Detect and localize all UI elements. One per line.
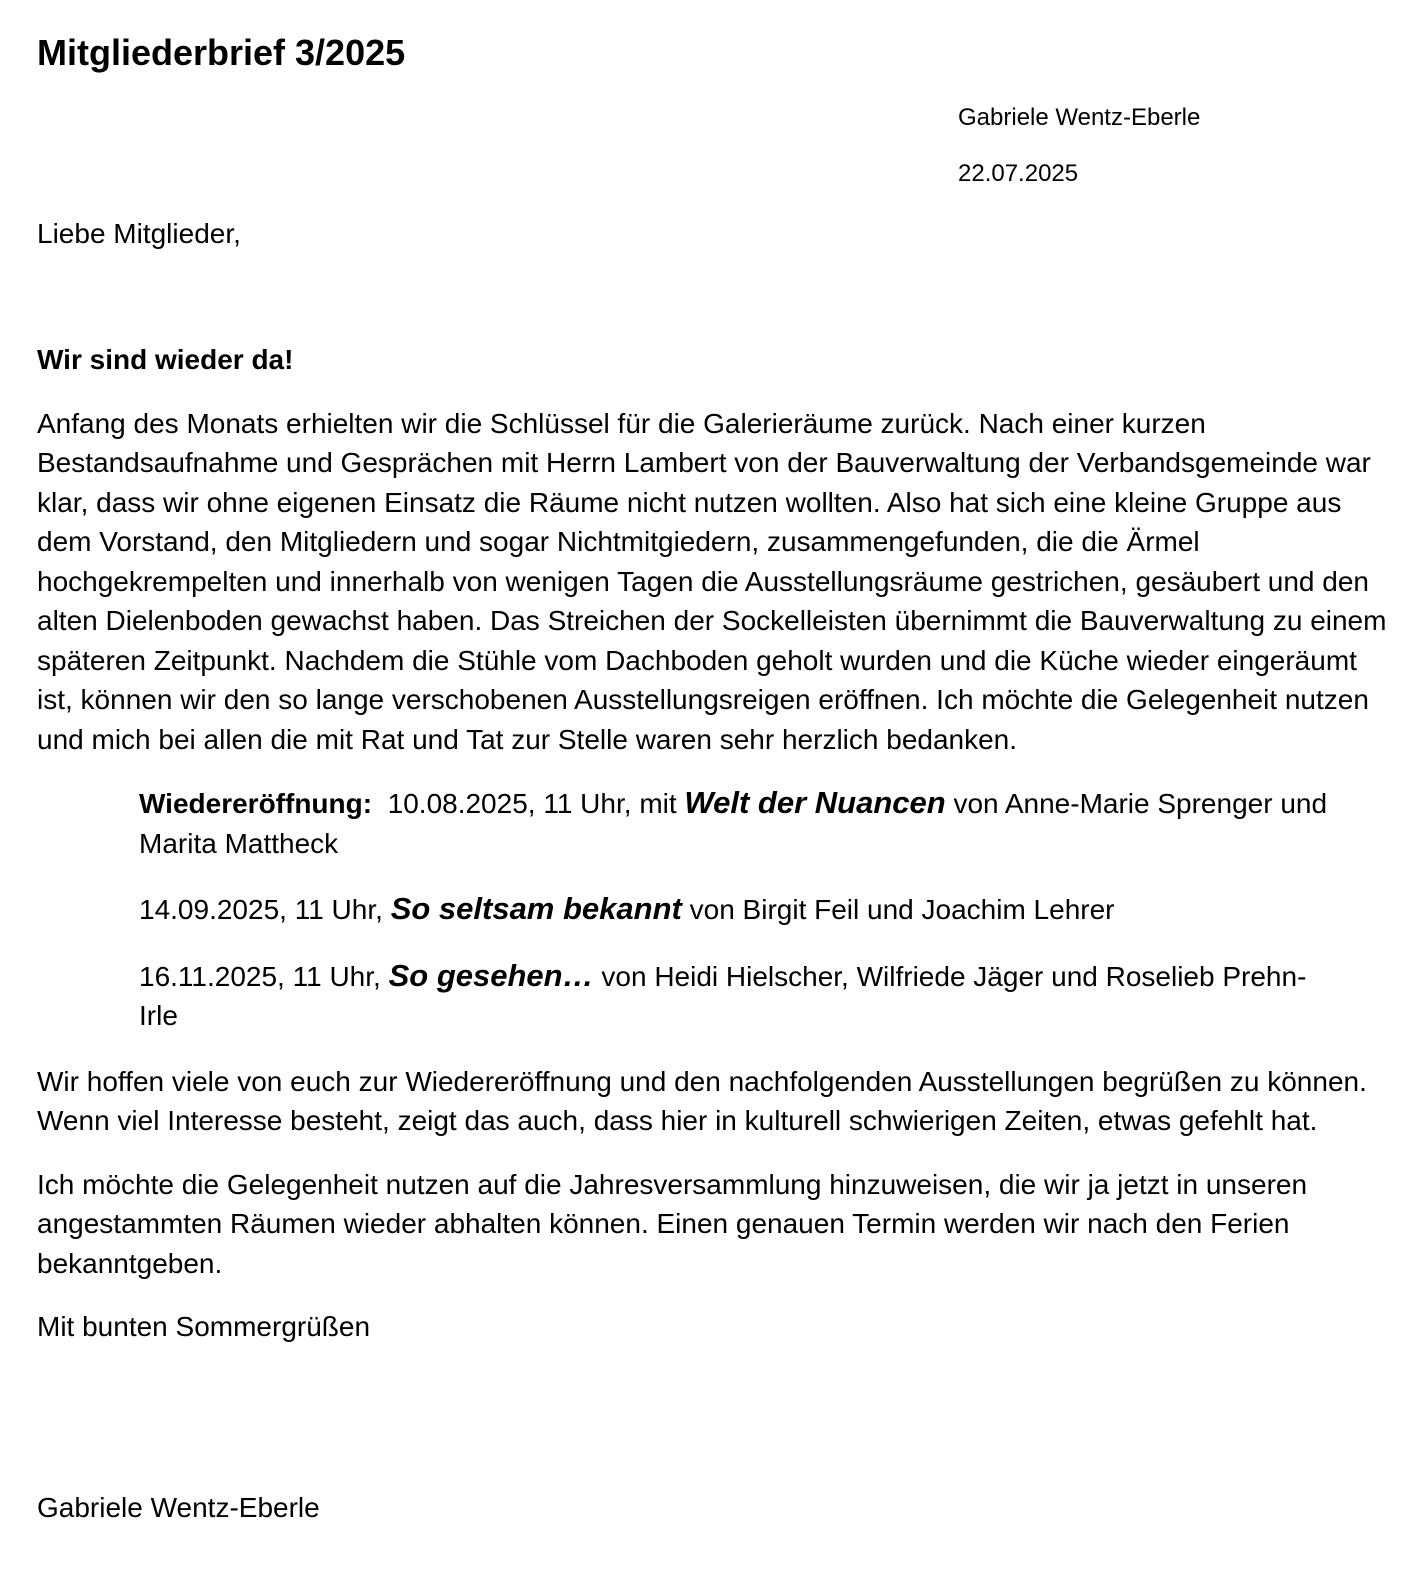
event-artists: von Heidi Hielscher, Wilfriede Jäger und Roselieb Prehn-Irle	[139, 960, 1307, 1031]
signature: Gabriele Wentz-Eberle	[37, 1492, 320, 1523]
intro-paragraph: Anfang des Monats erhielten wir die Schlüssel für die Galerieräume zurück. Nach einer kurzen Bestandsaufnahme und Gesprächen mit Herrn Lambert von der Bauverwaltung der Verbandsgemeinde war klar, dass wir ohne eigenen Einsatz die Räume nicht nutzen wollten. Also hat sich eine kleine Gruppe aus dem Vorstand, den Mitgliedern und sogar Nichtmitgiedern, zusammengefunden, die die Ärmel hochgekrempelten und innerhalb von wenigen Tagen die Ausstellungsräume gestrichen, gesäubert und den alten Dielenboden gewachst haben. Das Streichen der Sockelleisten übernimmt die Bauverwaltung zu einem späteren Zeitpunkt. Nachdem die Stühle vom Dachboden geholt wurden und die Küche wieder eingeräumt ist, können wir den so lange verschobenen Ausstellungsreigen eröffnen. Ich möchte die Gelegenheit nutzen und mich bei allen die mit Rat und Tat zur Stelle waren sehr herzlich bedanken.	[37, 407, 1387, 755]
event-date-time: 10.08.2025, 11 Uhr, mit	[387, 788, 677, 819]
event-item	[139, 889, 1329, 930]
event-artists: von Anne-Marie Sprenger und Marita Mattheck	[139, 788, 1328, 859]
event-item	[139, 956, 1329, 1036]
event-label: Wiedereröffnung:	[139, 788, 373, 819]
exhibition-title: Welt der Nuancen	[684, 785, 946, 820]
sender-name: Gabriele Wentz-Eberle	[958, 104, 1201, 131]
section-heading: Wir sind wieder da!	[37, 344, 294, 375]
letter-date: 22.07.2025	[958, 160, 1079, 187]
document-title: Mitgliederbrief 3/2025	[37, 32, 406, 73]
letter-body	[37, 340, 1397, 1347]
event-date-time: 16.11.2025, 11 Uhr,	[139, 960, 381, 992]
paragraph-meeting: Ich möchte die Gelegenheit nutzen auf die Jahresversammlung hinzuweisen, die wir ja jetzt in unseren angestammten Räumen wieder abhalten können. Einen genauen Termin werden wir nach den Ferien bekanntgeben.	[37, 1168, 1308, 1279]
event-date-time: 14.09.2025, 11 Uhr,	[139, 894, 383, 925]
event-artists: von Birgit Feil und Joachim Lehrer	[689, 894, 1115, 925]
closing-line: Mit bunten Sommergrüßen	[37, 1311, 371, 1342]
event-item	[139, 783, 1329, 863]
event-list	[139, 783, 1329, 1036]
exhibition-title: So seltsam bekannt	[390, 891, 682, 926]
paragraph-after-events: Wir hoffen viele von euch zur Wiedereröffnung und den nachfolgenden Ausstellungen begrüßen zu können. Wenn viel Interesse besteht, zeigt das auch, dass hier in kulturell schwierigen Zeiten, etwas gefehlt hat.	[37, 1065, 1367, 1136]
sender-block	[958, 102, 1200, 190]
exhibition-title: So gesehen…	[388, 957, 594, 993]
salutation: Liebe Mitglieder,	[37, 218, 241, 249]
